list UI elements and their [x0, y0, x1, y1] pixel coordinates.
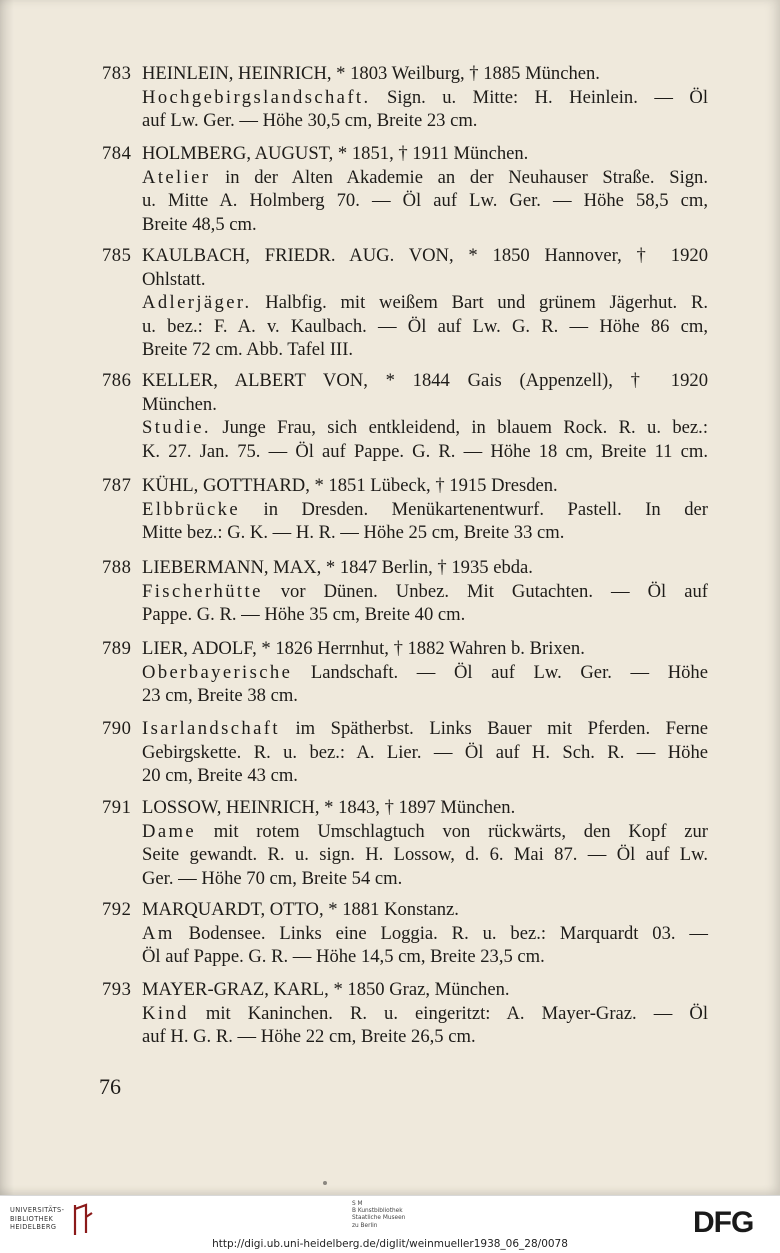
entry-description-line: auf Lw. Ger. — Höhe 30,5 cm, Breite 23 cm.: [142, 110, 478, 131]
entry-description-line: u. bez.: F. A. v. Kaulbach. — Öl auf Lw. G. R. — Höhe 86 cm,: [142, 315, 708, 337]
entry-artist-line: LIEBERMANN, MAX, * 1847 Berlin, † 1935 ebda.: [142, 557, 533, 578]
entry-number: 787: [102, 475, 132, 496]
entry-description-line: Pappe. G. R. — Höhe 35 cm, Breite 40 cm.: [142, 604, 466, 625]
catalog-entry-783: [102, 62, 708, 133]
entry-description-line: Öl auf Pappe. G. R. — Höhe 14,5 cm, Breite 23,5 cm.: [142, 946, 545, 967]
catalog-entry-788: [102, 556, 708, 627]
entry-artist-line: KAULBACH, FRIEDR. AUG. VON, * 1850 Hannover, † 1920: [142, 245, 708, 266]
entry-artist-line: KÜHL, GOTTHARD, * 1851 Lübeck, † 1915 Dresden.: [142, 475, 558, 496]
catalog-entry-789: [102, 637, 708, 708]
entry-description-line: u. Mitte A. Holmberg 70. — Öl auf Lw. Ger. — Höhe 58,5 cm,: [142, 190, 708, 211]
entry-artist-line: LIER, ADOLF, * 1826 Herrnhut, † 1882 Wahren b. Brixen.: [142, 638, 585, 659]
entry-description-line: Elbbrücke in Dresden. Menükartenentwurf. Pastell. In der: [142, 498, 708, 520]
entry-description-line: Am Bodensee. Links eine Loggia. R. u. bez.: Marquardt 03. —: [142, 922, 708, 944]
entry-number: 792: [102, 899, 132, 920]
entry-number: 788: [102, 557, 132, 578]
entry-artist-line: LOSSOW, HEINRICH, * 1843, † 1897 München.: [142, 797, 516, 818]
page-number: 76: [99, 1074, 121, 1099]
entry-description-line: 20 cm, Breite 43 cm.: [142, 765, 298, 786]
kunstbibliothek-credit: S M B Kunstbibliothek Staatliche Museen zu Berlin: [352, 1201, 406, 1229]
entry-artist-line: HEINLEIN, HEINRICH, * 1803 Weilburg, † 1885 München.: [142, 63, 600, 84]
entry-description-line: Gebirgskette. R. u. bez.: A. Lier. — Öl auf H. Sch. R. — Höhe: [142, 741, 708, 763]
entry-artist-line: Ohlstatt.: [142, 268, 206, 290]
entry-description-line: K. 27. Jan. 75. — Öl auf Pappe. G. R. — Höhe 18 cm, Breite 11 cm.: [142, 440, 708, 462]
entry-number: 793: [102, 979, 132, 1000]
catalog-entry-790: [102, 717, 708, 788]
entry-description-line: Breite 72 cm. Abb. Tafel III.: [142, 339, 354, 360]
catalog-entry-786: [102, 369, 708, 463]
entry-description-line: Isarlandschaft im Spätherbst. Links Bauer mit Pferden. Ferne: [142, 718, 708, 739]
catalog-entry-785: [102, 244, 708, 362]
entry-number: 783: [102, 63, 132, 84]
entry-artist-line: München.: [142, 393, 217, 415]
catalog-entry-792: [102, 898, 708, 969]
entry-description-line: Oberbayerische Landschaft. — Öl auf Lw. Ger. — Höhe: [142, 661, 708, 683]
entry-description-line: Ger. — Höhe 70 cm, Breite 54 cm.: [142, 867, 403, 889]
paper-speck: [323, 1181, 327, 1185]
heidelberg-library-logo-icon[interactable]: [72, 1203, 94, 1237]
permalink-url[interactable]: http://digi.ub.uni-heidelberg.de/diglit/weinmueller1938_06_28/0078: [212, 1238, 568, 1250]
catalog-entry-791: [102, 796, 708, 890]
university-library-logo-text[interactable]: UNIVERSITÄTS- BIBLIOTHEK HEIDELBERG: [10, 1206, 65, 1231]
entry-description-line: Kind mit Kaninchen. R. u. eingeritzt: A. Mayer-Graz. — Öl: [142, 1002, 708, 1024]
entry-description-line: Hochgebirgslandschaft. Sign. u. Mitte: H. Heinlein. — Öl: [142, 86, 708, 108]
entry-description-line: 23 cm, Breite 38 cm.: [142, 685, 298, 706]
entry-number: 786: [102, 370, 132, 391]
dfg-logo-text: DFG: [693, 1207, 754, 1237]
entry-number: 791: [102, 797, 132, 818]
entry-description-line: Mitte bez.: G. K. — H. R. — Höhe 25 cm, Breite 33 cm.: [142, 522, 565, 543]
catalog-entry-784: [102, 142, 708, 236]
entry-description-line: Dame mit rotem Umschlagtuch von rückwärts, den Kopf zur: [142, 820, 708, 842]
entry-artist-line: HOLMBERG, AUGUST, * 1851, † 1911 München.: [142, 143, 529, 164]
entry-description-line: Fischerhütte vor Dünen. Unbez. Mit Gutachten. — Öl auf: [142, 580, 708, 602]
catalog-entry-793: [102, 978, 708, 1049]
entry-number: 784: [102, 143, 132, 164]
entry-artist-line: MAYER-GRAZ, KARL, * 1850 Graz, München.: [142, 979, 510, 1000]
entry-artist-line: KELLER, ALBERT VON, * 1844 Gais (Appenzell), † 1920: [142, 370, 708, 391]
entry-description-line: auf H. G. R. — Höhe 22 cm, Breite 26,5 cm.: [142, 1026, 476, 1047]
dfg-logo[interactable]: [693, 1207, 771, 1237]
entry-description-line: Breite 48,5 cm.: [142, 213, 257, 235]
entry-number: 789: [102, 638, 132, 659]
entry-artist-line: MARQUARDT, OTTO, * 1881 Konstanz.: [142, 899, 459, 920]
entry-number: 790: [102, 718, 132, 739]
entry-number: 785: [102, 245, 132, 266]
entry-description-line: Studie. Junge Frau, sich entkleidend, in blauem Rock. R. u. bez.:: [142, 417, 708, 438]
entry-description-line: Seite gewandt. R. u. sign. H. Lossow, d. 6. Mai 87. — Öl auf Lw.: [142, 844, 708, 865]
entry-description-line: Adlerjäger. Halbfig. mit weißem Bart und grünem Jägerhut. R.: [142, 292, 708, 313]
entry-description-line: Atelier in der Alten Akademie an der Neuhauser Straße. Sign.: [142, 166, 708, 188]
catalog-entry-787: [102, 474, 708, 545]
